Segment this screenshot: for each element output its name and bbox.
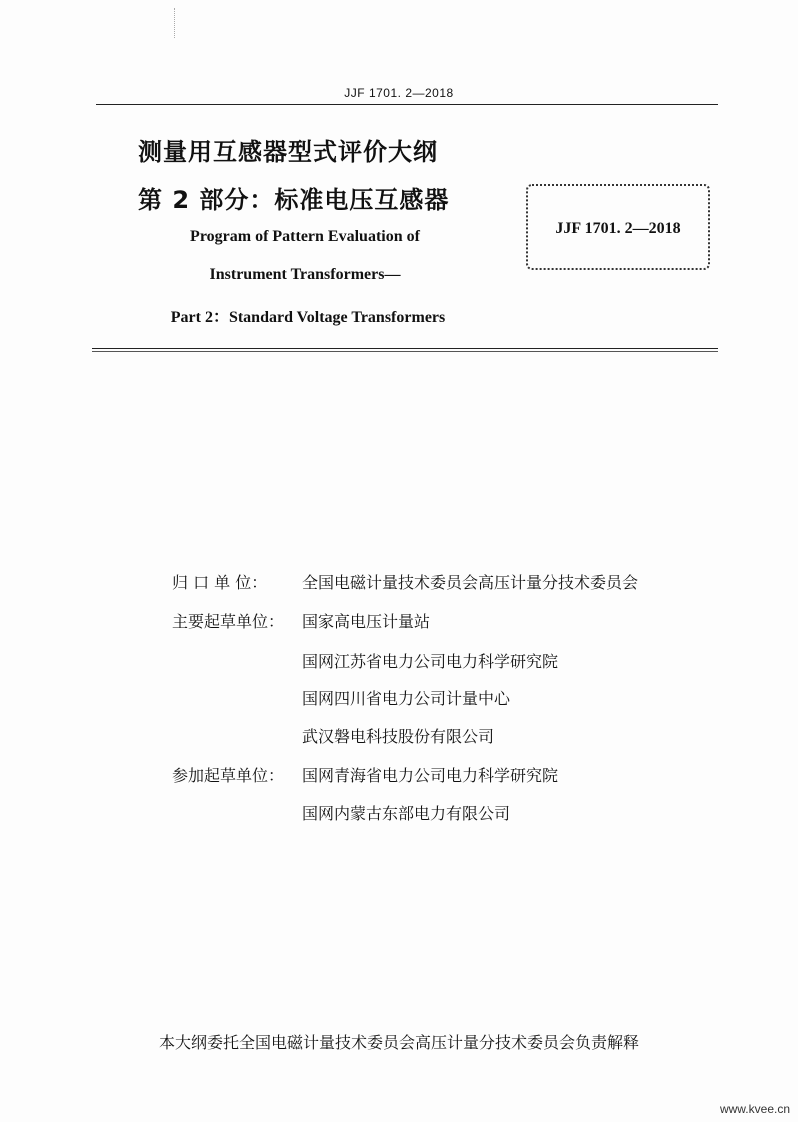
standard-code-box [526,184,710,270]
watermark: www.kvee.cn [719,1102,790,1116]
responsible-unit-label: 归 口 单 位： [172,573,268,592]
chinese-title-line-2: 第 2 部分：标准电压互感器 [138,186,450,214]
main-drafter-item: 国网江苏省电力公司电力科学研究院 [302,652,559,671]
title-rule [92,348,718,349]
responsible-unit: 全国电磁计量技术委员会高压计量分技术委员会 [302,573,639,592]
standard-code-text: JJF 1701. 2—2018 [555,220,681,237]
participating-drafter-item: 国网青海省电力公司电力科学研究院 [302,766,559,785]
title-rule-secondary [92,351,718,352]
scan-artifact [174,8,176,38]
english-title-line-1: Program of Pattern Evaluation of [190,228,420,245]
interpretation-note: 本大纲委托全国电磁计量技术委员会高压计量分技术委员会负责解释 [158,1033,639,1052]
chinese-title-line-1: 测量用互感器型式评价大纲 [138,138,438,166]
main-drafters-label: 主要起草单位： [172,612,285,631]
participating-drafters-label: 参加起草单位： [172,766,285,785]
main-drafter-item: 武汉磐电科技股份有限公司 [302,727,495,746]
main-drafter-item: 国家高电压计量站 [302,612,431,631]
english-title-line-2: Instrument Transformers— [209,266,401,283]
english-title-line-3: Part 2：Standard Voltage Transformers [170,309,446,326]
participating-drafter-item: 国网内蒙古东部电力有限公司 [302,804,511,823]
main-drafter-item: 国网四川省电力公司计量中心 [302,689,511,708]
header-rule [96,104,718,105]
running-header-code: JJF 1701. 2—2018 [344,86,454,100]
